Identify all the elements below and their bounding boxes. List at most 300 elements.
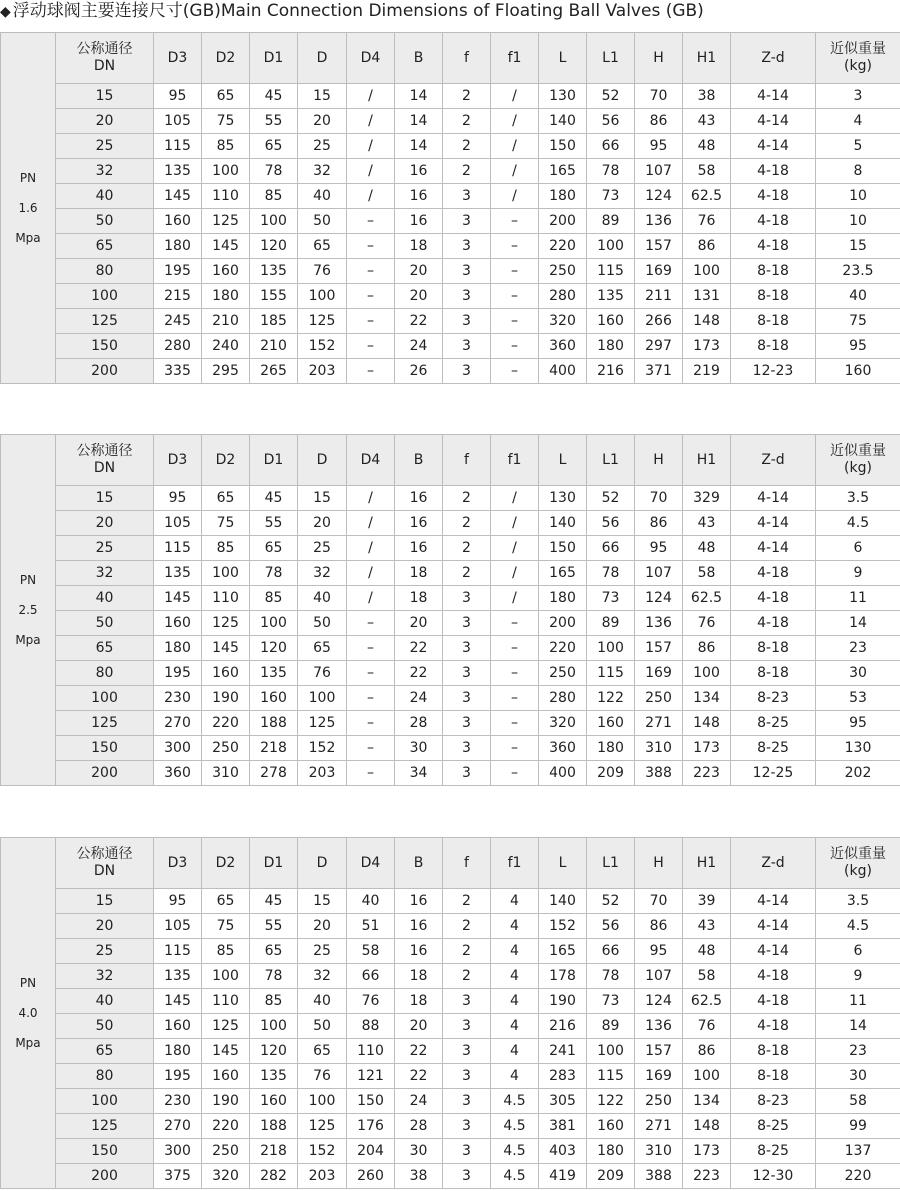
dimension-cell: 152	[298, 736, 347, 761]
dimension-cell: 2	[443, 159, 491, 184]
dimension-cell: 4-14	[731, 511, 816, 536]
table-row	[1, 1014, 900, 1039]
dimension-cell: 85	[202, 536, 250, 561]
dimension-cell: 310	[635, 736, 683, 761]
dimension-cell: 20	[395, 259, 443, 284]
dimension-cell: 95	[635, 134, 683, 159]
dimension-cell: 3	[443, 736, 491, 761]
dimension-cell: 22	[395, 1039, 443, 1064]
nominal-diameter-cell: 100	[56, 1089, 154, 1114]
dimension-cell: 65	[202, 84, 250, 109]
dimension-cell: 280	[539, 284, 587, 309]
dimension-cell: 210	[250, 334, 298, 359]
dimension-cell: 173	[683, 334, 731, 359]
dimension-cell: 8-18	[731, 1064, 816, 1089]
dimension-cell: 240	[202, 334, 250, 359]
dimension-cell: 165	[539, 939, 587, 964]
dimension-cell: 8-18	[731, 661, 816, 686]
nominal-diameter-cell: 100	[56, 284, 154, 309]
dimension-cell: /	[491, 184, 539, 209]
dimension-cell: 70	[635, 889, 683, 914]
dimension-cell: 2	[443, 486, 491, 511]
column-header-text: D	[316, 49, 328, 66]
column-header	[443, 33, 491, 84]
table-row	[1, 1164, 900, 1189]
dimension-cell: –	[491, 761, 539, 786]
page-title	[0, 0, 704, 22]
dimension-cell: 4-18	[731, 1014, 816, 1039]
column-header	[56, 838, 154, 889]
dimension-cell: 48	[683, 939, 731, 964]
dimension-cell: 89	[587, 611, 635, 636]
dimension-cell: 20	[298, 109, 347, 134]
dimension-cell: 135	[250, 1064, 298, 1089]
dimension-cell: –	[347, 309, 395, 334]
column-header	[491, 838, 539, 889]
column-header-text: H	[653, 451, 664, 468]
column-header-text: D3	[167, 854, 188, 871]
dimension-cell: 15	[298, 486, 347, 511]
column-header	[154, 435, 202, 486]
table-header-row	[1, 33, 900, 84]
dimension-cell: 145	[202, 636, 250, 661]
dimension-cell: 320	[539, 309, 587, 334]
table-row	[1, 914, 900, 939]
dimension-cell: 76	[683, 209, 731, 234]
dimension-cell: 8-18	[731, 636, 816, 661]
dimension-cell: 360	[154, 761, 202, 786]
dimension-cell: 26	[395, 359, 443, 384]
nominal-diameter-cell: 125	[56, 309, 154, 334]
table-row	[1, 761, 900, 786]
dimension-cell: 4-18	[731, 964, 816, 989]
nominal-diameter-cell: 150	[56, 736, 154, 761]
dimension-cell: 22	[395, 309, 443, 334]
column-header	[539, 435, 587, 486]
dimension-cell: 62.5	[683, 989, 731, 1014]
table-row	[1, 686, 900, 711]
dimension-cell: 24	[395, 334, 443, 359]
dimension-cell: /	[347, 486, 395, 511]
dimension-cell: 3	[443, 184, 491, 209]
dimension-cell: 2	[443, 939, 491, 964]
dimension-cell: 89	[587, 1014, 635, 1039]
dimension-cell: 4-18	[731, 209, 816, 234]
dimension-cell: 76	[298, 1064, 347, 1089]
table-row	[1, 234, 900, 259]
nominal-diameter-cell: 50	[56, 1014, 154, 1039]
dimension-cell: 40	[298, 184, 347, 209]
column-header	[347, 33, 395, 84]
dimension-cell: 100	[250, 1014, 298, 1039]
dimension-cell: 4-18	[731, 561, 816, 586]
dimension-cell: 329	[683, 486, 731, 511]
column-header-text: 近似重量	[830, 41, 886, 57]
dimension-cell: 180	[154, 234, 202, 259]
dimension-cell: 30	[816, 1064, 900, 1089]
diamond-bullet-icon: ◆	[0, 4, 11, 20]
dimension-cell: 2	[443, 84, 491, 109]
nominal-diameter-cell: 65	[56, 234, 154, 259]
dimension-cell: 95	[154, 486, 202, 511]
column-header	[395, 838, 443, 889]
dimension-cell: 51	[347, 914, 395, 939]
dimension-cell: 16	[395, 184, 443, 209]
dimension-cell: /	[491, 536, 539, 561]
dimension-cell: 152	[298, 1139, 347, 1164]
dimension-cell: 148	[683, 309, 731, 334]
dimension-cell: 20	[298, 511, 347, 536]
dimension-cell: 190	[202, 1089, 250, 1114]
dimension-cell: 320	[539, 711, 587, 736]
dimension-cell: 22	[395, 1064, 443, 1089]
dimension-cell: 110	[202, 989, 250, 1014]
dimension-cell: 2	[443, 914, 491, 939]
dimension-cell: 56	[587, 511, 635, 536]
dimension-cell: 135	[250, 661, 298, 686]
dimension-cell: 8-18	[731, 284, 816, 309]
dimension-cell: 115	[154, 536, 202, 561]
dimension-cell: 3	[443, 711, 491, 736]
dimension-cell: 4	[491, 1014, 539, 1039]
dimension-cell: –	[491, 636, 539, 661]
nominal-diameter-cell: 80	[56, 1064, 154, 1089]
dimension-cell: 3	[443, 1089, 491, 1114]
dimension-cell: 188	[250, 1114, 298, 1139]
dimension-cell: 209	[587, 1164, 635, 1189]
column-header-text: H	[653, 49, 664, 66]
dimension-cell: –	[347, 234, 395, 259]
dimension-cell: 8-18	[731, 334, 816, 359]
dimension-cell: 3	[443, 1014, 491, 1039]
column-header-text: L	[558, 49, 567, 66]
nominal-diameter-cell: 200	[56, 359, 154, 384]
dimension-cell: 204	[347, 1139, 395, 1164]
dimension-cell: 24	[395, 1089, 443, 1114]
dimension-cell: 73	[587, 989, 635, 1014]
dimension-cell: 403	[539, 1139, 587, 1164]
dimension-cell: 265	[250, 359, 298, 384]
dimension-cell: 135	[154, 964, 202, 989]
dimension-cell: 203	[298, 359, 347, 384]
dimension-cell: 218	[250, 1139, 298, 1164]
dimension-cell: 14	[395, 134, 443, 159]
pressure-rating-line: 4.0	[18, 1006, 38, 1020]
dimension-cell: 66	[587, 134, 635, 159]
dimension-cell: 55	[250, 511, 298, 536]
dimension-cell: –	[491, 234, 539, 259]
column-header	[56, 33, 154, 84]
column-header-text: D2	[215, 451, 236, 468]
dimension-cell: 160	[154, 209, 202, 234]
dimension-cell: 110	[347, 1039, 395, 1064]
column-header	[587, 435, 635, 486]
dimension-cell: 195	[154, 661, 202, 686]
dimension-cell: 100	[298, 686, 347, 711]
table-row	[1, 84, 900, 109]
column-header	[250, 838, 298, 889]
column-header-text: H	[653, 854, 664, 871]
dimension-cell: 16	[395, 536, 443, 561]
nominal-diameter-cell: 200	[56, 761, 154, 786]
dimension-cell: 180	[202, 284, 250, 309]
dimension-cell: 76	[683, 1014, 731, 1039]
dimension-cell: 136	[635, 209, 683, 234]
dimension-cell: 150	[347, 1089, 395, 1114]
dimension-cell: 169	[635, 661, 683, 686]
dimension-cell: 211	[635, 284, 683, 309]
dimension-cell: /	[347, 134, 395, 159]
dimension-cell: 3	[443, 1164, 491, 1189]
dimension-cell: 3	[443, 761, 491, 786]
dimension-cell: 3	[443, 1039, 491, 1064]
table-row	[1, 134, 900, 159]
column-header-text: f	[464, 854, 469, 871]
dimension-cell: 125	[298, 711, 347, 736]
dimension-cell: 11	[816, 989, 900, 1014]
dimension-cell: 85	[202, 134, 250, 159]
dimension-cell: 52	[587, 486, 635, 511]
column-header	[250, 33, 298, 84]
dimension-cell: 120	[250, 234, 298, 259]
dimension-cell: 28	[395, 1114, 443, 1139]
column-header	[298, 33, 347, 84]
dimension-cell: 140	[539, 511, 587, 536]
dimension-cell: –	[491, 686, 539, 711]
column-header-text: D1	[263, 854, 284, 871]
nominal-diameter-cell: 40	[56, 989, 154, 1014]
dimension-table	[0, 32, 900, 384]
dimension-cell: 56	[587, 914, 635, 939]
dimension-cell: 4-18	[731, 159, 816, 184]
dimension-cell: 55	[250, 914, 298, 939]
dimension-cell: /	[491, 511, 539, 536]
dimension-cell: 8-18	[731, 1039, 816, 1064]
table-row	[1, 309, 900, 334]
dimension-cell: 140	[539, 109, 587, 134]
dimension-cell: 2	[443, 511, 491, 536]
column-header-text: 公称通径	[76, 443, 133, 459]
dimension-cell: 100	[683, 1064, 731, 1089]
column-header	[539, 33, 587, 84]
dimension-cell: 2	[443, 134, 491, 159]
nominal-diameter-cell: 32	[56, 964, 154, 989]
dimension-cell: 95	[635, 939, 683, 964]
dimension-cell: 3	[443, 309, 491, 334]
dimension-cell: 8-25	[731, 711, 816, 736]
dimension-cell: 76	[683, 611, 731, 636]
dimension-cell: 4-18	[731, 989, 816, 1014]
column-header-text: D4	[360, 49, 381, 66]
dimension-cell: 105	[154, 109, 202, 134]
dimension-cell: 16	[395, 939, 443, 964]
dimension-cell: 52	[587, 84, 635, 109]
dimension-cell: 30	[395, 736, 443, 761]
dimension-cell: –	[491, 334, 539, 359]
dimension-cell: 122	[587, 1089, 635, 1114]
dimension-cell: 223	[683, 761, 731, 786]
table-row	[1, 209, 900, 234]
dimension-cell: 14	[395, 109, 443, 134]
dimension-cell: 160	[154, 611, 202, 636]
nominal-diameter-cell: 125	[56, 1114, 154, 1139]
dimension-cell: 375	[154, 1164, 202, 1189]
dimension-cell: 400	[539, 761, 587, 786]
dimension-cell: –	[347, 661, 395, 686]
nominal-diameter-cell: 20	[56, 109, 154, 134]
dimension-cell: 100	[250, 611, 298, 636]
dimension-cell: 136	[635, 611, 683, 636]
pressure-rating-cell	[1, 435, 56, 786]
dimension-cell: 66	[587, 536, 635, 561]
dimension-cell: 388	[635, 1164, 683, 1189]
column-header-text: DN	[93, 863, 116, 879]
dimension-cell: 160	[202, 1064, 250, 1089]
column-header-text: DN	[93, 460, 116, 476]
table-row	[1, 284, 900, 309]
dimension-cell: 4	[491, 914, 539, 939]
dimension-cell: 95	[816, 334, 900, 359]
column-header	[587, 33, 635, 84]
dimension-cell: 4-14	[731, 889, 816, 914]
table-row	[1, 334, 900, 359]
nominal-diameter-cell: 15	[56, 486, 154, 511]
column-header-text: L1	[602, 49, 619, 66]
dimension-cell: 43	[683, 109, 731, 134]
dimension-cell: 62.5	[683, 586, 731, 611]
column-header-text: 近似重量	[830, 443, 886, 459]
dimension-cell: 140	[539, 889, 587, 914]
dimension-cell: 38	[395, 1164, 443, 1189]
dimension-cell: 125	[202, 1014, 250, 1039]
dimension-cell: 3	[443, 661, 491, 686]
nominal-diameter-cell: 50	[56, 611, 154, 636]
dimension-cell: 160	[202, 661, 250, 686]
dimension-cell: 4	[491, 939, 539, 964]
dimension-cell: 173	[683, 736, 731, 761]
column-header	[635, 435, 683, 486]
nominal-diameter-cell: 80	[56, 259, 154, 284]
dimension-cell: 65	[202, 889, 250, 914]
pressure-rating-cell	[1, 838, 56, 1189]
dimension-cell: 86	[683, 234, 731, 259]
dimension-cell: 5	[816, 134, 900, 159]
dimension-cell: 14	[395, 84, 443, 109]
dimension-cell: 65	[202, 486, 250, 511]
table-row	[1, 636, 900, 661]
dimension-table	[0, 837, 900, 1189]
dimension-cell: 130	[539, 486, 587, 511]
dimension-cell: –	[491, 209, 539, 234]
column-header	[635, 33, 683, 84]
nominal-diameter-cell: 150	[56, 1139, 154, 1164]
dimension-cell: 4-18	[731, 234, 816, 259]
column-header	[202, 435, 250, 486]
dimension-cell: 278	[250, 761, 298, 786]
column-header-text: D1	[263, 49, 284, 66]
dimension-cell: 188	[250, 711, 298, 736]
dimension-cell: 40	[816, 284, 900, 309]
dimension-cell: 137	[816, 1139, 900, 1164]
dimension-cell: 169	[635, 1064, 683, 1089]
dimension-cell: 4-14	[731, 536, 816, 561]
dimension-cell: 14	[816, 1014, 900, 1039]
dimension-cell: 2	[443, 964, 491, 989]
dimension-cell: –	[491, 359, 539, 384]
dimension-cell: 124	[635, 989, 683, 1014]
dimension-cell: 148	[683, 711, 731, 736]
dimension-cell: 360	[539, 736, 587, 761]
dimension-cell: 230	[154, 686, 202, 711]
dimension-cell: 3	[443, 234, 491, 259]
dimension-cell: /	[347, 561, 395, 586]
dimension-cell: –	[347, 209, 395, 234]
pressure-rating-line: Mpa	[15, 633, 41, 647]
dimension-cell: 218	[250, 736, 298, 761]
dimension-cell: 40	[347, 889, 395, 914]
column-header-text: 公称通径	[76, 41, 133, 57]
dimension-cell: 3.5	[816, 889, 900, 914]
dimension-cell: 34	[395, 761, 443, 786]
dimension-cell: 157	[635, 234, 683, 259]
dimension-cell: 121	[347, 1064, 395, 1089]
dimension-cell: /	[347, 536, 395, 561]
nominal-diameter-cell: 20	[56, 511, 154, 536]
dimension-cell: 157	[635, 636, 683, 661]
dimension-cell: 165	[539, 561, 587, 586]
dimension-cell: 2	[443, 889, 491, 914]
table-row	[1, 586, 900, 611]
dimension-cell: 107	[635, 159, 683, 184]
dimension-cell: 297	[635, 334, 683, 359]
dimension-cell: 360	[539, 334, 587, 359]
dimension-cell: 282	[250, 1164, 298, 1189]
dimension-cell: 95	[816, 711, 900, 736]
dimension-cell: 3	[816, 84, 900, 109]
nominal-diameter-cell: 65	[56, 636, 154, 661]
column-header	[683, 838, 731, 889]
dimension-cell: 195	[154, 1064, 202, 1089]
dimension-cell: /	[347, 109, 395, 134]
dimension-cell: 135	[250, 259, 298, 284]
table-row	[1, 486, 900, 511]
dimension-cell: 6	[816, 536, 900, 561]
dimension-cell: 8	[816, 159, 900, 184]
dimension-cell: 260	[347, 1164, 395, 1189]
dimension-cell: 160	[250, 1089, 298, 1114]
table-row	[1, 109, 900, 134]
pressure-rating-cell	[1, 33, 56, 384]
dimension-cell: 11	[816, 586, 900, 611]
dimension-cell: 65	[298, 636, 347, 661]
dimension-cell: 136	[635, 1014, 683, 1039]
dimension-table	[0, 434, 900, 786]
dimension-cell: 25	[298, 536, 347, 561]
dimension-cell: 131	[683, 284, 731, 309]
nominal-diameter-cell: 50	[56, 209, 154, 234]
dimension-cell: 86	[635, 511, 683, 536]
dimension-cell: 3	[443, 334, 491, 359]
column-header	[250, 435, 298, 486]
dimension-cell: 78	[250, 159, 298, 184]
nominal-diameter-cell: 40	[56, 586, 154, 611]
dimension-cell: 78	[587, 159, 635, 184]
column-header-text: (kg)	[844, 863, 872, 879]
dimension-cell: 22	[395, 636, 443, 661]
dimension-cell: 271	[635, 1114, 683, 1139]
table-row	[1, 536, 900, 561]
dimension-cell: 250	[539, 259, 587, 284]
